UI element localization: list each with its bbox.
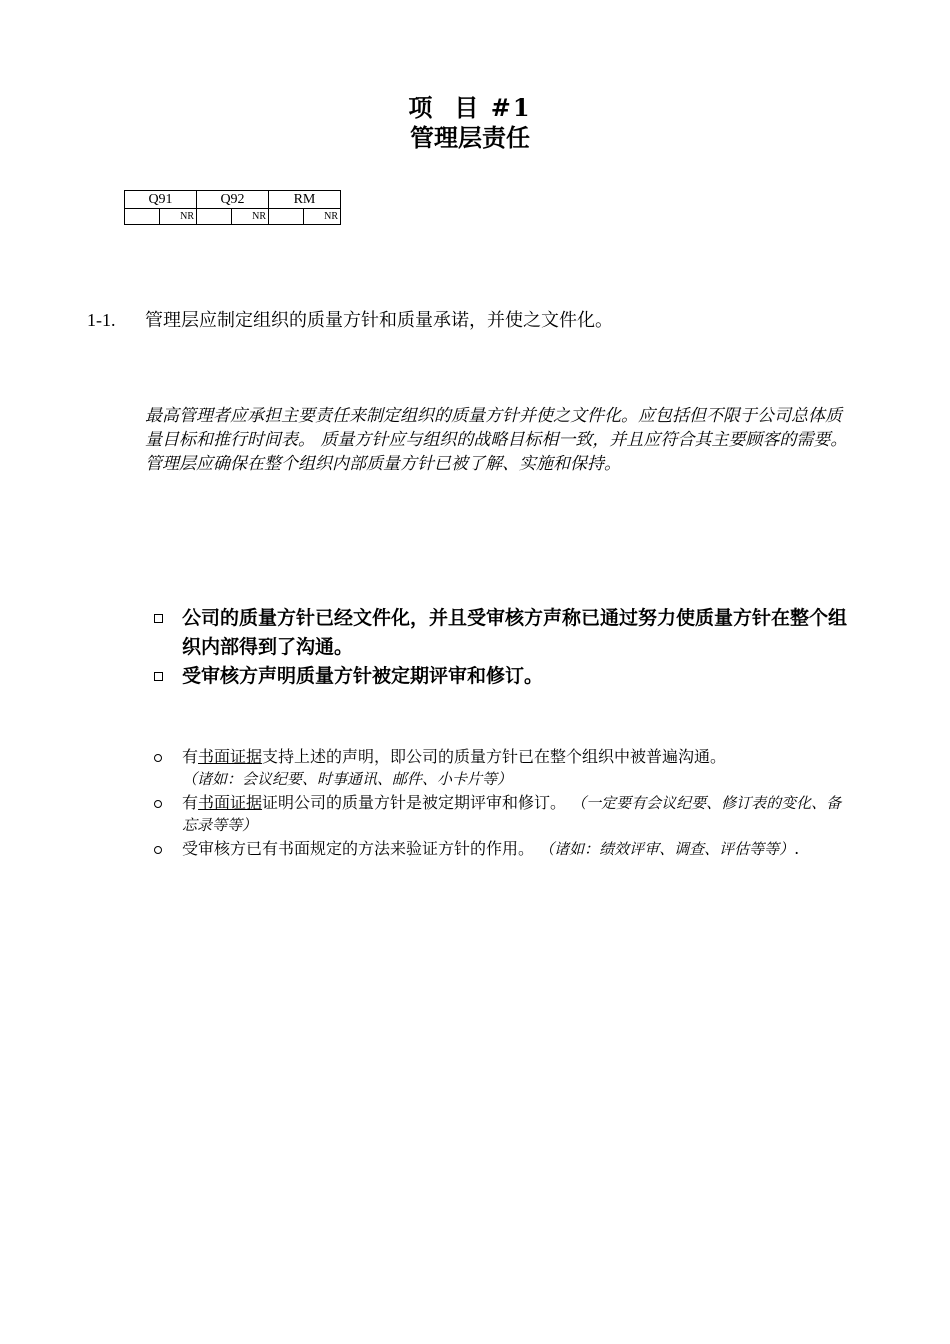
written-evidence-link: 书面证据	[198, 747, 263, 766]
check-text-prefix: 有	[182, 793, 199, 812]
evidence-item	[152, 604, 852, 662]
evidence-list	[152, 604, 852, 691]
check-item	[152, 792, 852, 836]
page-subtitle: 管理层责任	[410, 123, 530, 152]
check-text: 支持上述的声明，即公司的质量方针已在整个组织中被普遍沟通。	[262, 747, 727, 766]
check-list	[152, 746, 852, 862]
check-note: （诸如：绩效评审、调查、评估等等）	[539, 840, 795, 858]
severity-header-q92: Q92	[197, 191, 269, 209]
circle-bullet-icon	[154, 846, 162, 854]
severity-header-rm: RM	[269, 191, 341, 209]
severity-cell	[197, 209, 232, 225]
severity-cell	[269, 209, 304, 225]
circle-bullet-icon	[154, 800, 162, 808]
title-part-1: 项	[408, 93, 435, 122]
evidence-text: 公司的质量方针已经文件化，并且受审核方声称已通过努力使质量方针在整个组织内部得到了沟通。	[182, 607, 848, 658]
check-tail: .	[794, 839, 800, 858]
check-note: （一定要有会议纪要、修订表的变化、备忘录等等）	[182, 794, 842, 834]
check-note: （诸如：会议纪要、时事通讯、邮件、小卡片等）	[182, 770, 513, 788]
severity-nr-label: NR	[304, 209, 341, 225]
title-part-2: 目 #1	[454, 93, 532, 122]
requirement	[87, 306, 613, 332]
requirement-text: 管理层应制定组织的质量方针和质量承诺，并使之文件化。	[145, 310, 613, 331]
check-text-prefix: 有	[182, 747, 199, 766]
check-item	[152, 746, 852, 790]
written-evidence-link: 书面证据	[198, 793, 263, 812]
severity-nr-label: NR	[160, 209, 197, 225]
circle-bullet-icon	[154, 754, 162, 762]
severity-nr-label: NR	[232, 209, 269, 225]
severity-header-q91: Q91	[125, 191, 197, 209]
evidence-text: 受审核方声明质量方针被定期评审和修订。	[182, 665, 544, 687]
severity-table	[124, 190, 341, 225]
checkbox-square-icon	[154, 614, 163, 623]
requirement-number: 1-1.	[87, 310, 116, 330]
check-text: 证明公司的质量方针是被定期评审和修订。	[262, 793, 567, 812]
guidance-text: 最高管理者应承担主要责任来制定组织的质量方针并使之文件化。应包括但不限于公司总体质量目标和推行时间表。 质量方针应与组织的战略目标相一致，并且应符合其主要顾客的需要。管理层应确保在整个组织内部质量方针已被了解、实施和保持。	[145, 406, 848, 474]
check-text: 受审核方已有书面规定的方法来验证方针的作用。	[182, 839, 535, 858]
check-item	[152, 838, 852, 860]
severity-cell	[125, 209, 160, 225]
checkbox-square-icon	[154, 672, 163, 681]
evidence-item	[152, 662, 852, 691]
